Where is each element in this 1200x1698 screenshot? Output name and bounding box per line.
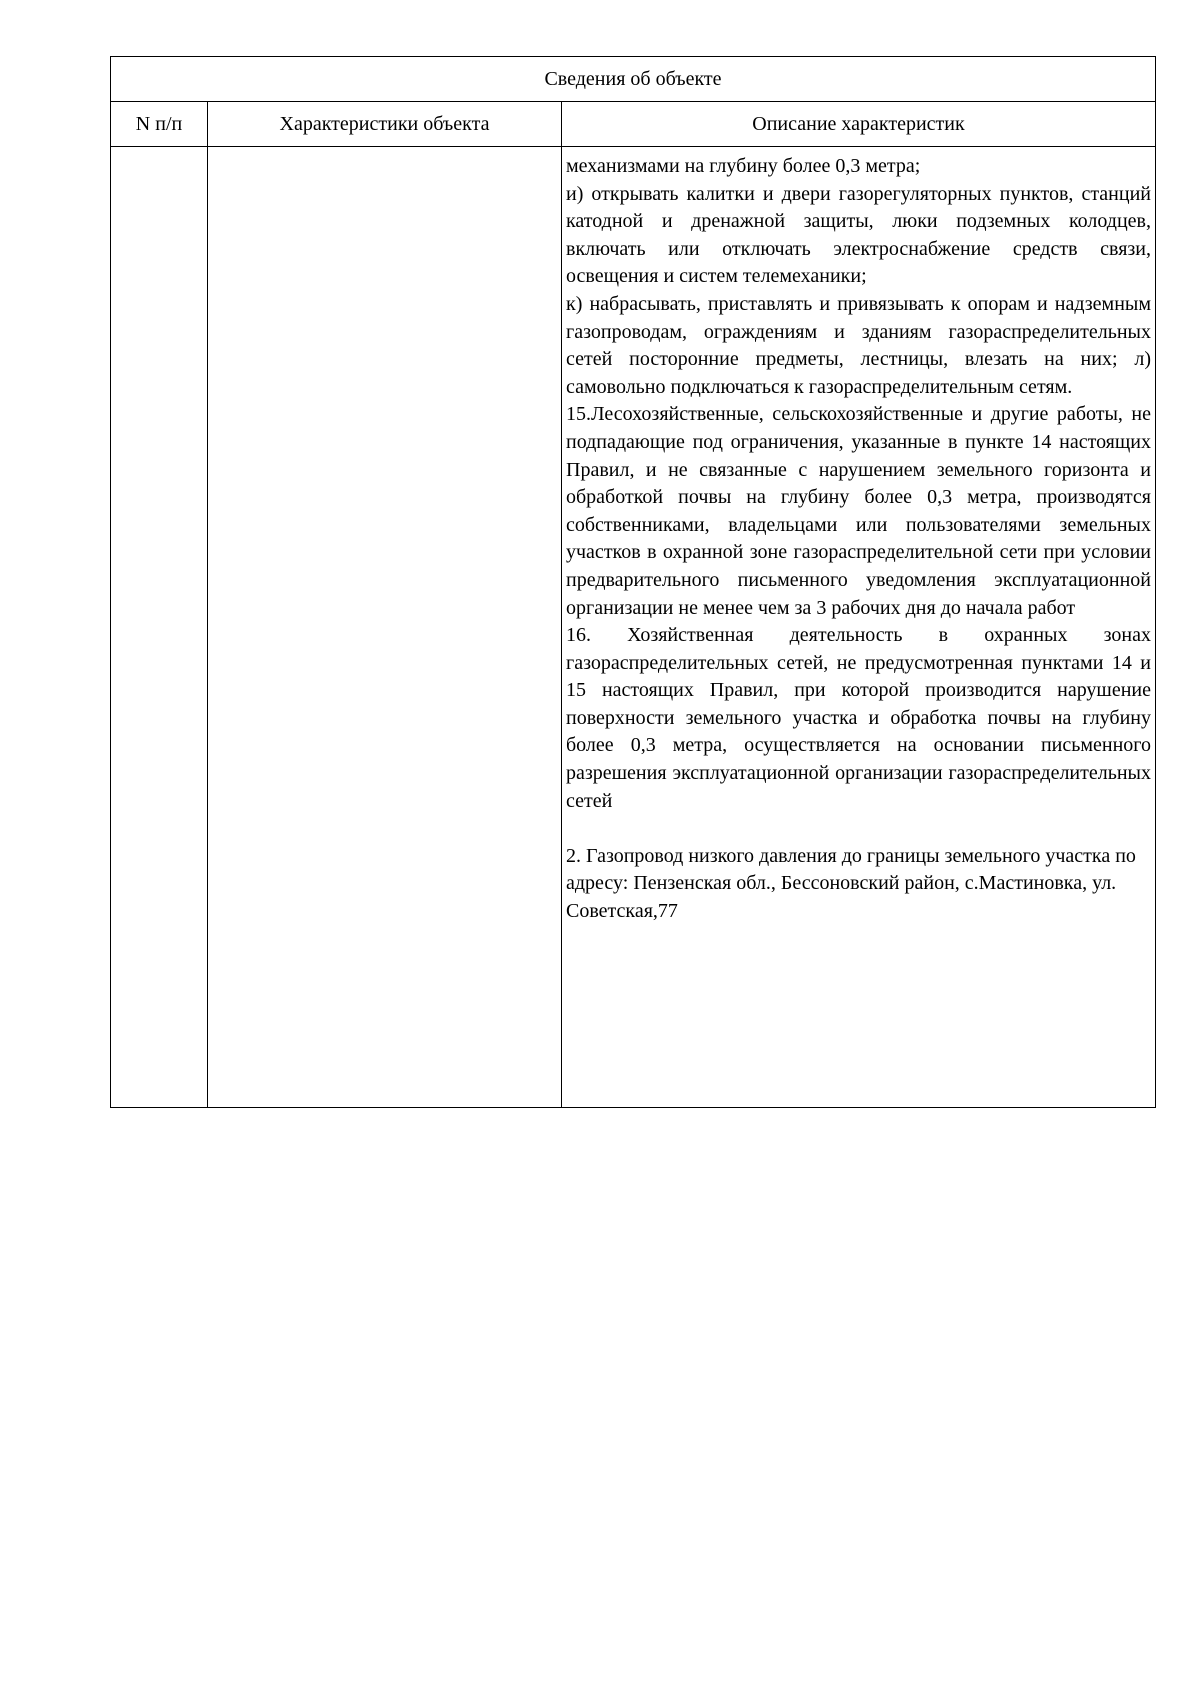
cell-description <box>562 147 1156 1108</box>
header-characteristics: Характеристики объекта <box>208 102 562 147</box>
paragraph-spacer <box>566 815 1151 843</box>
object-info-table <box>110 56 1156 1108</box>
table-row <box>111 147 1156 1108</box>
table-title: Сведения об объекте <box>111 57 1156 102</box>
description-paragraph-5: 16. Хозяйственная деятельность в охранных зонах газораспределительных сетей, не предусмотренная пунктами 14 и 15 настоящих Правил, при которой производится нарушение поверхности земельного участка и обработка почвы на глубину более 0,3 метра, осуществляется на основании письменного разрешения эксплуатационной организации газораспределительных сетей <box>566 624 1151 812</box>
header-number: N п/п <box>111 102 208 147</box>
cell-number <box>111 147 208 1108</box>
table-title-row <box>111 57 1156 102</box>
cell-characteristics <box>208 147 562 1108</box>
table-header-row <box>111 102 1156 147</box>
description-paragraph-1: механизмами на глубину более 0,3 метра; <box>566 155 921 177</box>
description-final-paragraph: 2. Газопровод низкого давления до границы земельного участка по адресу: Пензенская обл., Бессоновский район, с.Мастиновка, ул. Советская,77 <box>566 844 1136 923</box>
description-paragraph-4: 15.Лесохозяйственные, сельскохозяйственные и другие работы, не подпадающие под ограничения, указанные в пункте 14 настоящих Правил, и не связанные с нарушением земельного горизонта и обработкой почвы на глубину более 0,3 метра, производятся собственниками, владельцами или пользователями земельных участков в охранной зоне газораспределительной сети при условии предварительного письменного уведомления эксплуатационной организации не менее чем за 3 рабочих дня до начала работ <box>566 403 1151 619</box>
description-paragraph-2: и) открывать калитки и двери газорегуляторных пунктов, станций катодной и дренажной защиты, люки подземных колодцев, включать или отключать электроснабжение средств связи, освещения и систем телемеханики; <box>566 182 1151 288</box>
header-description: Описание характеристик <box>562 102 1156 147</box>
description-paragraph-3: к) набрасывать, приставлять и привязывать к опорам и надземным газопроводам, ограждениям и зданиям газораспределительных сетей посторонние предметы, лестницы, влезать на них; л) самовольно подключаться к газораспределительным сетям. <box>566 292 1151 398</box>
